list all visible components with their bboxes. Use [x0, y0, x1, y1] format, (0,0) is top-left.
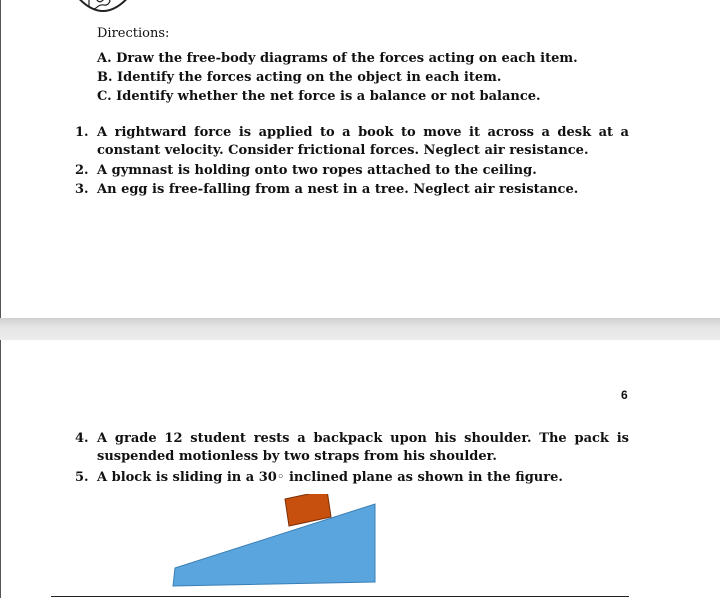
directions-list — [97, 49, 578, 106]
question-number: 5. — [75, 470, 89, 485]
question-text: A block is sliding in a 30◦ inclined plane as shown in the figure. — [97, 470, 563, 485]
question-text: An egg is free-falling from a nest in a tree. Neglect air resistance. — [97, 182, 579, 197]
direction-item: A. Draw the free-body diagrams of the forces acting on each item. — [97, 51, 578, 66]
question-number: 3. — [75, 182, 89, 197]
question-number: 2. — [75, 163, 89, 178]
question-number: 4. — [75, 431, 89, 446]
direction-item: C. Identify whether the net force is a balance or not balance. — [97, 89, 541, 104]
direction-item: B. Identify the forces acting on the object in each item. — [97, 70, 502, 85]
question-text: A rightward force is applied to a book to move it across a desk at a constant velocity. Consider frictional forces. Neglect air resistance. — [97, 125, 629, 158]
page-separator — [0, 318, 720, 340]
question-number: 1. — [75, 125, 89, 140]
inclined-plane — [173, 504, 375, 586]
school-logo-icon — [67, 0, 139, 20]
question-text: A grade 12 student rests a backpack upon his shoulder. The pack is suspended motionless by two straps from his shoulder. — [97, 431, 629, 464]
directions-title: Directions: — [97, 26, 170, 41]
inclined-plane-figure — [161, 494, 391, 590]
page-number: 6 — [621, 388, 628, 402]
page-2 — [0, 340, 720, 598]
bottom-rule — [51, 596, 629, 597]
question-text: A gymnast is holding onto two ropes attached to the ceiling. — [97, 163, 537, 178]
